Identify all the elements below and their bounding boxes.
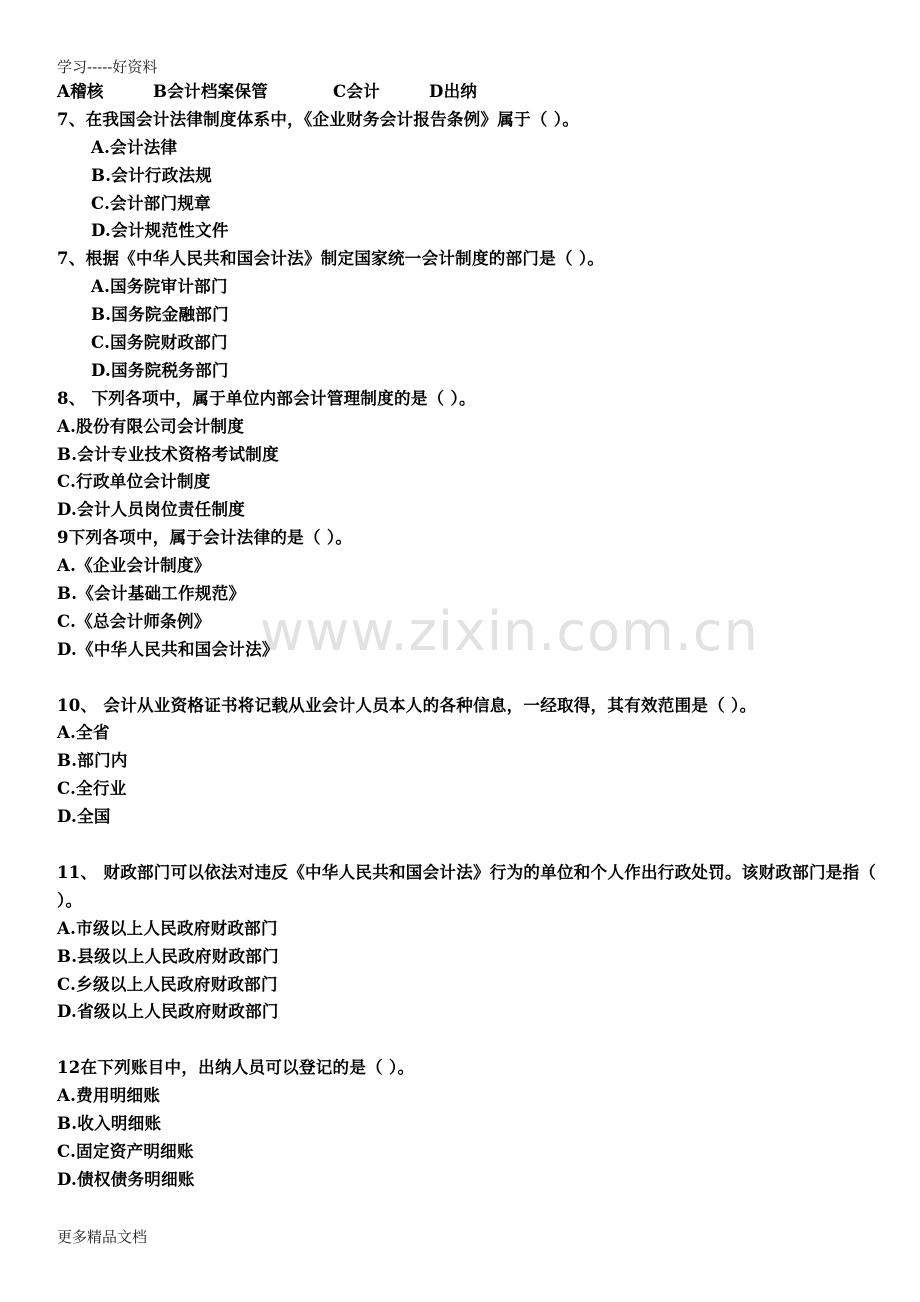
option: A.会计法律 — [91, 137, 178, 157]
option: D.全国 — [57, 807, 111, 827]
option: B.会计专业技术资格考试制度 — [57, 444, 279, 464]
option: D出纳 — [429, 82, 478, 101]
option: A稽核 — [57, 82, 104, 101]
option: A.《企业会计制度》 — [57, 556, 211, 576]
question-stem: 11、 财政部门可以依法对违反《中华人民共和国会计法》行为的单位和个人作出行政处罚。该财政部门是指（ ）。 — [57, 862, 877, 910]
option: C.会计部门规章 — [91, 193, 211, 213]
option: B.部门内 — [57, 751, 128, 771]
question-stem: 10、 会计从业资格证书将记载从业会计人员本人的各种信息，一经取得，其有效范围是（ ）。 — [57, 695, 757, 715]
option: B.收入明细账 — [57, 1113, 162, 1133]
option: A.国务院审计部门 — [91, 277, 228, 297]
page-header: 学习-----好资料 — [57, 58, 158, 76]
option: A.全省 — [57, 723, 110, 743]
spacer — [57, 664, 877, 692]
watermark: www.zixin.com.cn — [260, 600, 759, 663]
option: B.国务院金融部门 — [91, 305, 229, 325]
question-stem: 7、在我国会计法律制度体系中，《企业财务会计报告条例》属于（ ）。 — [57, 109, 580, 129]
question-stem: 9下列各项中，属于会计法律的是（ ）。 — [57, 528, 353, 548]
option: C.《总会计师条例》 — [57, 611, 211, 631]
option: A.费用明细账 — [57, 1086, 161, 1106]
option: B会计档案保管 — [153, 82, 269, 101]
question-stem: 12在下列账目中，出纳人员可以登记的是（ ）。 — [57, 1058, 415, 1078]
spacer — [57, 1026, 877, 1054]
spacer — [57, 831, 877, 859]
option: D.国务院税务部门 — [91, 360, 229, 380]
option: C.乡级以上人民政府财政部门 — [57, 974, 278, 994]
top-options-row — [57, 78, 877, 106]
option: C.国务院财政部门 — [91, 333, 228, 353]
option: B.《会计基础工作规范》 — [57, 584, 246, 604]
question-stem: 7、根据《中华人民共和国会计法》制定国家统一会计制度的部门是（ ）。 — [57, 249, 605, 269]
page-footer: 更多精品文档 — [57, 1228, 148, 1246]
question-stem: 8、 下列各项中，属于单位内部会计管理制度的是（ ）。 — [57, 388, 476, 408]
option: C.全行业 — [57, 779, 127, 799]
option: B.会计行政法规 — [91, 165, 213, 185]
option: D.债权债务明细账 — [57, 1169, 195, 1189]
option: A.股份有限公司会计制度 — [57, 416, 245, 436]
option: D.会计人员岗位责任制度 — [57, 500, 246, 520]
option: C.固定资产明细账 — [57, 1141, 194, 1161]
option: C会计 — [333, 82, 381, 101]
option: B.县级以上人民政府财政部门 — [57, 946, 279, 966]
question-content — [57, 78, 877, 1194]
option: A.市级以上人民政府财政部门 — [57, 918, 278, 938]
option: D.会计规范性文件 — [91, 221, 229, 241]
option: D.省级以上人民政府财政部门 — [57, 1002, 279, 1022]
option: D.《中华人民共和国会计法》 — [57, 639, 279, 659]
option: C.行政单位会计制度 — [57, 472, 211, 492]
